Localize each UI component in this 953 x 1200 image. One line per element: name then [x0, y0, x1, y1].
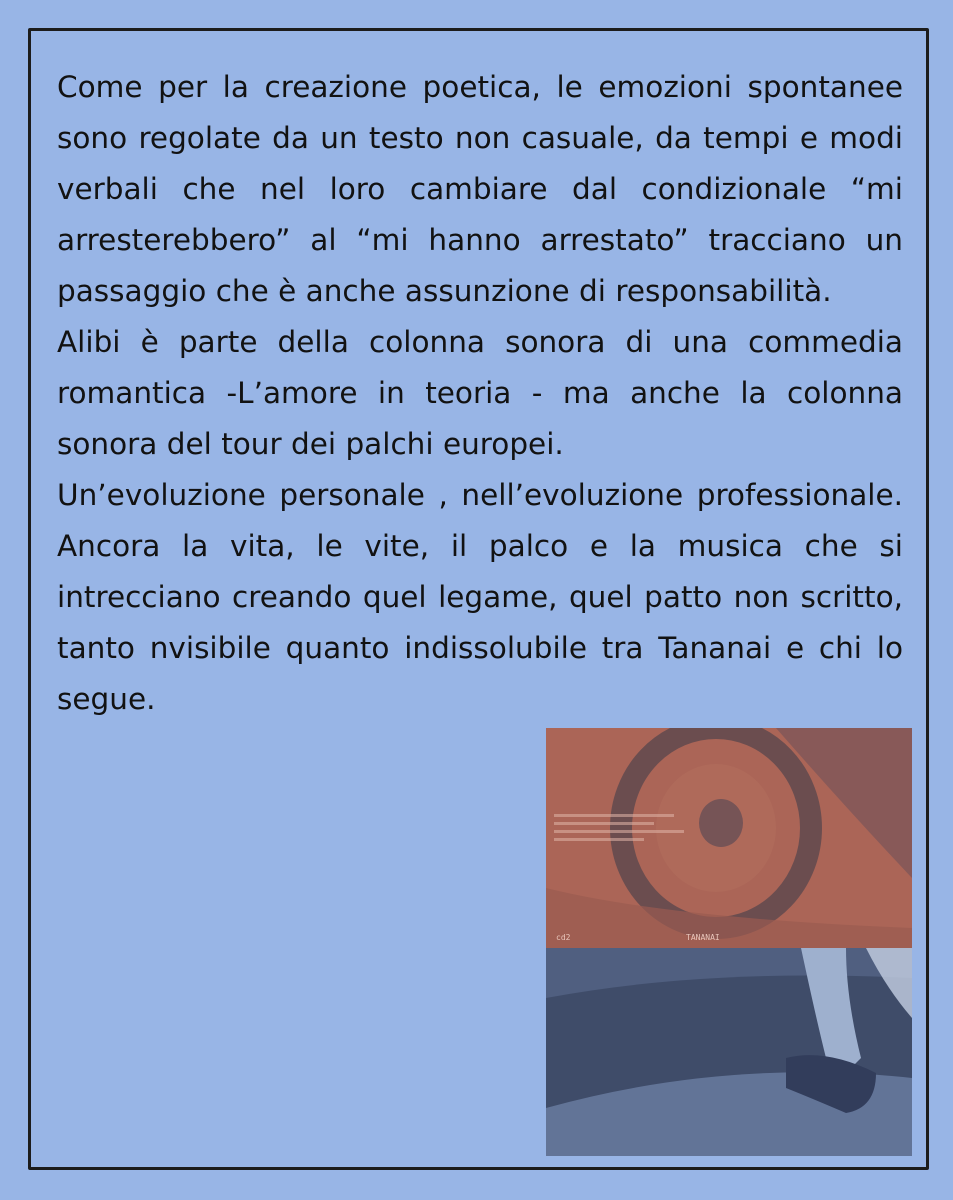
paragraph-1: Come per la creazione poetica, le emozioni spontanee sono regolate da un testo non casuale, da tempi e modi verbali che nel loro cambiare dal condizionale “mi arresterebbero” al “mi hanno arrestato” tracciano un passaggio che è anche assunzione di responsabilità.	[57, 70, 903, 308]
cover-tiny-text-line	[554, 822, 654, 825]
wheel-hub	[699, 799, 743, 847]
album-cover-image	[546, 728, 912, 1156]
paragraph-2: Alibi è parte della colonna sonora di una commedia romantica -L’amore in teoria - ma anche la colonna sonora del tour dei palchi europei.	[57, 325, 903, 461]
cover-label-right: TANANAI	[686, 933, 720, 942]
article-text	[57, 62, 903, 725]
paragraph-3: Un’evoluzione personale , nell’evoluzione professionale. Ancora la vita, le vite, il palco e la musica che si intrecciano creando quel legame, quel patto non scritto, tanto nvisibile quanto indissolubile tra Tananai e chi lo segue.	[57, 478, 903, 716]
cover-tiny-text-line	[554, 838, 644, 841]
cover-label-left: cd2	[556, 933, 571, 942]
cover-tiny-text-line	[554, 814, 674, 817]
cover-tiny-text-line	[554, 830, 684, 833]
album-cover-artwork	[546, 728, 912, 1156]
